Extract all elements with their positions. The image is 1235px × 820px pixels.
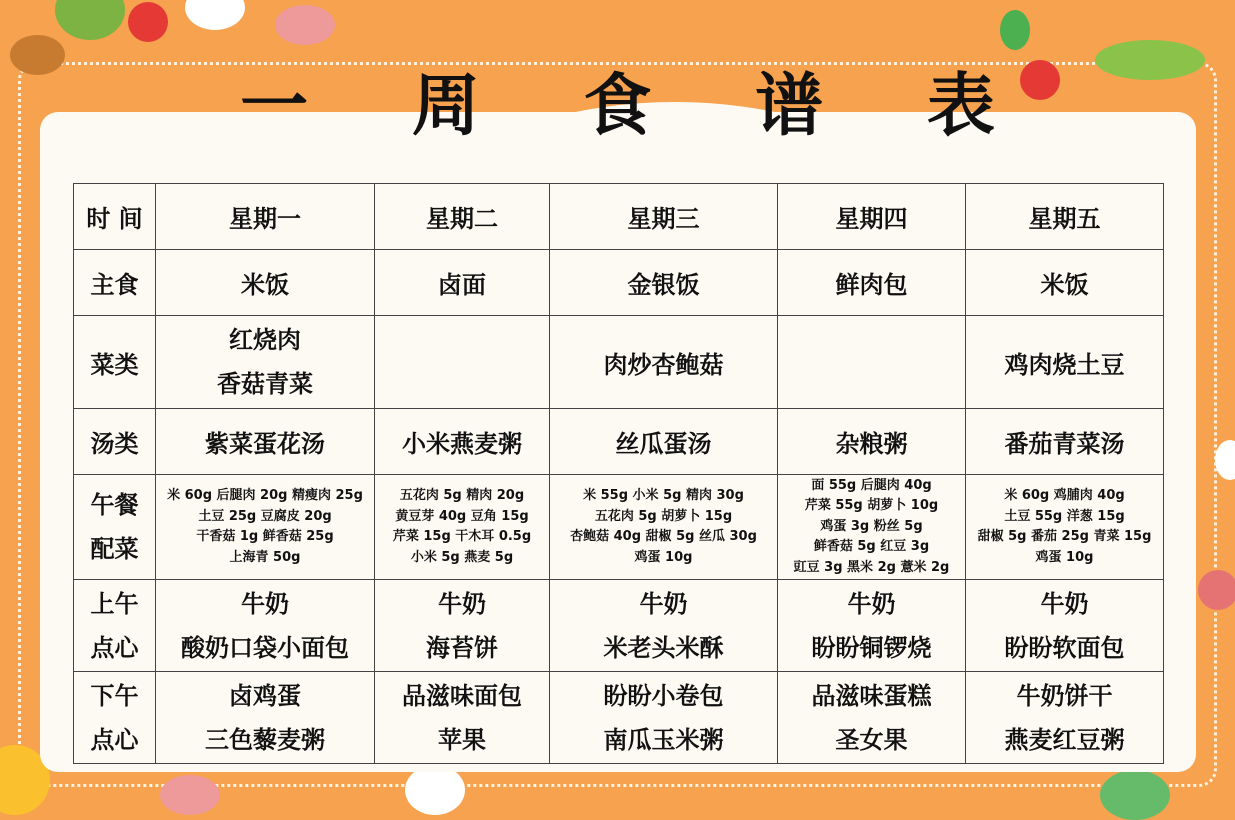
cell-text: 黄豆芽 40g 豆角 15g: [395, 508, 529, 524]
table-cell: [778, 580, 966, 672]
table-cell: [966, 409, 1164, 475]
cell-text: 香菇青菜: [217, 370, 313, 398]
cell-text: 番茄青菜汤: [1004, 430, 1125, 458]
row-label-text: 午餐: [90, 491, 139, 519]
table-row: [74, 672, 1164, 764]
cell-text: 三色藜麦粥: [205, 725, 325, 754]
cell-text: 鸡蛋 10g: [1035, 549, 1094, 565]
cell-text: 小米燕麦粥: [402, 430, 522, 458]
table-cell: [778, 475, 966, 580]
meat-icon: [275, 5, 335, 45]
row-label: [74, 250, 156, 316]
cell-text: 杏鲍菇 40g 甜椒 5g 丝瓜 30g: [570, 529, 757, 544]
cell-text: 小米 5g 燕麦 5g: [410, 549, 514, 565]
table-row: [74, 475, 1164, 580]
row-label: [74, 672, 156, 764]
cell-text: 鲜香菇 5g 红豆 3g: [813, 539, 930, 555]
cell-text: 芹菜 15g 干木耳 0.5g: [392, 529, 532, 544]
table-cell: [375, 409, 550, 475]
row-label: [74, 475, 156, 580]
cell-text: 牛奶: [241, 589, 289, 618]
header-day: 星期二: [375, 184, 550, 250]
leaf-icon: [1000, 10, 1030, 50]
cell-text: 鸡蛋 10g: [634, 549, 693, 565]
table-cell: [778, 672, 966, 764]
cell-text: 干香菇 1g 鲜香菇 25g: [196, 529, 334, 544]
table-cell: [156, 672, 375, 764]
table-cell: [550, 672, 778, 764]
cell-text: 鸡肉烧土豆: [1004, 350, 1125, 379]
cell-text: 卤鸡蛋: [229, 681, 301, 710]
table-cell: [550, 316, 778, 409]
cell-text: 卤面: [438, 271, 486, 299]
egg-icon: [405, 765, 465, 815]
cell-text: 土豆 55g 洋葱 15g: [1004, 508, 1125, 524]
row-label-text: 汤类: [90, 430, 139, 458]
cell-text: 杂粮粥: [835, 430, 908, 458]
header-row: [74, 184, 1164, 250]
table-cell: [156, 580, 375, 672]
row-label: [74, 409, 156, 475]
table-cell: [375, 316, 550, 409]
table-row: [74, 250, 1164, 316]
cell-text: 紫菜蛋花汤: [205, 430, 325, 458]
table-cell: [966, 580, 1164, 672]
cell-text: 芹菜 55g 胡萝卜 10g: [804, 498, 939, 514]
meat-icon: [160, 775, 220, 815]
table-row: [74, 580, 1164, 672]
cell-text: 苹果: [438, 725, 486, 754]
row-label-text: 点心: [90, 633, 139, 662]
avocado-icon: [55, 0, 125, 40]
cell-text: 五花肉 5g 胡萝卜 15g: [594, 508, 733, 524]
cell-text: 牛奶: [639, 589, 688, 618]
cell-text: 米 60g 后腿肉 20g 精瘦肉 25g: [167, 488, 363, 503]
table-cell: [550, 250, 778, 316]
table-cell: [778, 316, 966, 409]
cell-text: 肉炒杏鲍菇: [603, 350, 724, 379]
cell-text: 圣女果: [835, 725, 908, 754]
table-cell: [550, 580, 778, 672]
table-cell: [966, 250, 1164, 316]
egg-icon: [185, 0, 245, 30]
cell-text: 米饭: [1040, 271, 1089, 299]
cell-text: 盼盼小卷包: [603, 681, 724, 710]
header-day: 星期一: [156, 184, 375, 250]
table-cell: [966, 316, 1164, 409]
table-cell: [778, 409, 966, 475]
cell-text: 丝瓜蛋汤: [615, 430, 712, 458]
cell-text: 米 60g 鸡脯肉 40g: [1004, 488, 1125, 503]
table-cell: [156, 250, 375, 316]
cell-text: 南瓜玉米粥: [603, 725, 724, 754]
table-cell: [550, 409, 778, 475]
cell-text: 品滋味面包: [402, 681, 522, 710]
row-label-text: 菜类: [90, 350, 139, 379]
sausage-icon: [1198, 570, 1235, 610]
cell-text: 海苔饼: [426, 633, 498, 662]
row-label: [74, 316, 156, 409]
cell-text: 盼盼软面包: [1004, 633, 1125, 662]
cell-text: 面 55g 后腿肉 40g: [811, 477, 932, 493]
cell-text: 红烧肉: [229, 326, 301, 354]
header-time: 时 间: [74, 184, 156, 250]
page-title: 一 周 食 谱 表: [240, 67, 1035, 146]
header-day: 星期四: [778, 184, 966, 250]
cell-text: 甜椒 5g 番茄 25g 青菜 15g: [977, 529, 1152, 544]
table-cell: [778, 250, 966, 316]
cell-text: 鸡蛋 3g 粉丝 5g: [820, 518, 923, 534]
cell-text: 酸奶口袋小面包: [181, 633, 349, 662]
table-cell: [550, 475, 778, 580]
cell-text: 牛奶饼干: [1016, 681, 1113, 710]
cell-text: 牛奶: [1040, 589, 1089, 618]
salad-icon: [1100, 770, 1170, 820]
tomato-icon: [128, 2, 168, 42]
cell-text: 豇豆 3g 黑米 2g 薏米 2g: [793, 559, 950, 575]
row-label-text: 点心: [90, 725, 139, 754]
table-cell: [375, 475, 550, 580]
cell-text: 五花肉 5g 精肉 20g: [399, 488, 525, 503]
row-label-text: 配菜: [90, 535, 139, 563]
cell-text: 米老头米酥: [603, 633, 724, 662]
table-cell: [156, 409, 375, 475]
table-cell: [156, 316, 375, 409]
header-day: 星期三: [550, 184, 778, 250]
cell-text: 土豆 25g 豆腐皮 20g: [198, 508, 332, 524]
table-cell: [375, 672, 550, 764]
table-cell: [375, 580, 550, 672]
cell-text: 金银饭: [627, 271, 700, 299]
table-row: [74, 316, 1164, 409]
cell-text: 上海青 50g: [229, 549, 301, 565]
table-row: [74, 409, 1164, 475]
row-label-text: 下午: [90, 681, 139, 710]
cell-text: 燕麦红豆粥: [1004, 725, 1125, 754]
table-cell: [375, 250, 550, 316]
row-label-text: 上午: [90, 589, 139, 618]
table-cell: [966, 672, 1164, 764]
cell-text: 米 55g 小米 5g 精肉 30g: [583, 488, 744, 503]
cell-text: 鲜肉包: [835, 271, 908, 299]
sushi-icon: [1215, 440, 1235, 480]
cell-text: 牛奶: [438, 589, 486, 618]
weekly-menu-table: [73, 183, 1164, 764]
header-day: 星期五: [966, 184, 1164, 250]
cell-text: 盼盼铜锣烧: [811, 633, 932, 662]
row-label-text: 主食: [90, 271, 139, 299]
cell-text: 品滋味蛋糕: [811, 681, 932, 710]
table-cell: [156, 475, 375, 580]
row-label: [74, 580, 156, 672]
cell-text: 牛奶: [847, 589, 896, 618]
table-cell: [966, 475, 1164, 580]
cell-text: 米饭: [241, 271, 289, 299]
